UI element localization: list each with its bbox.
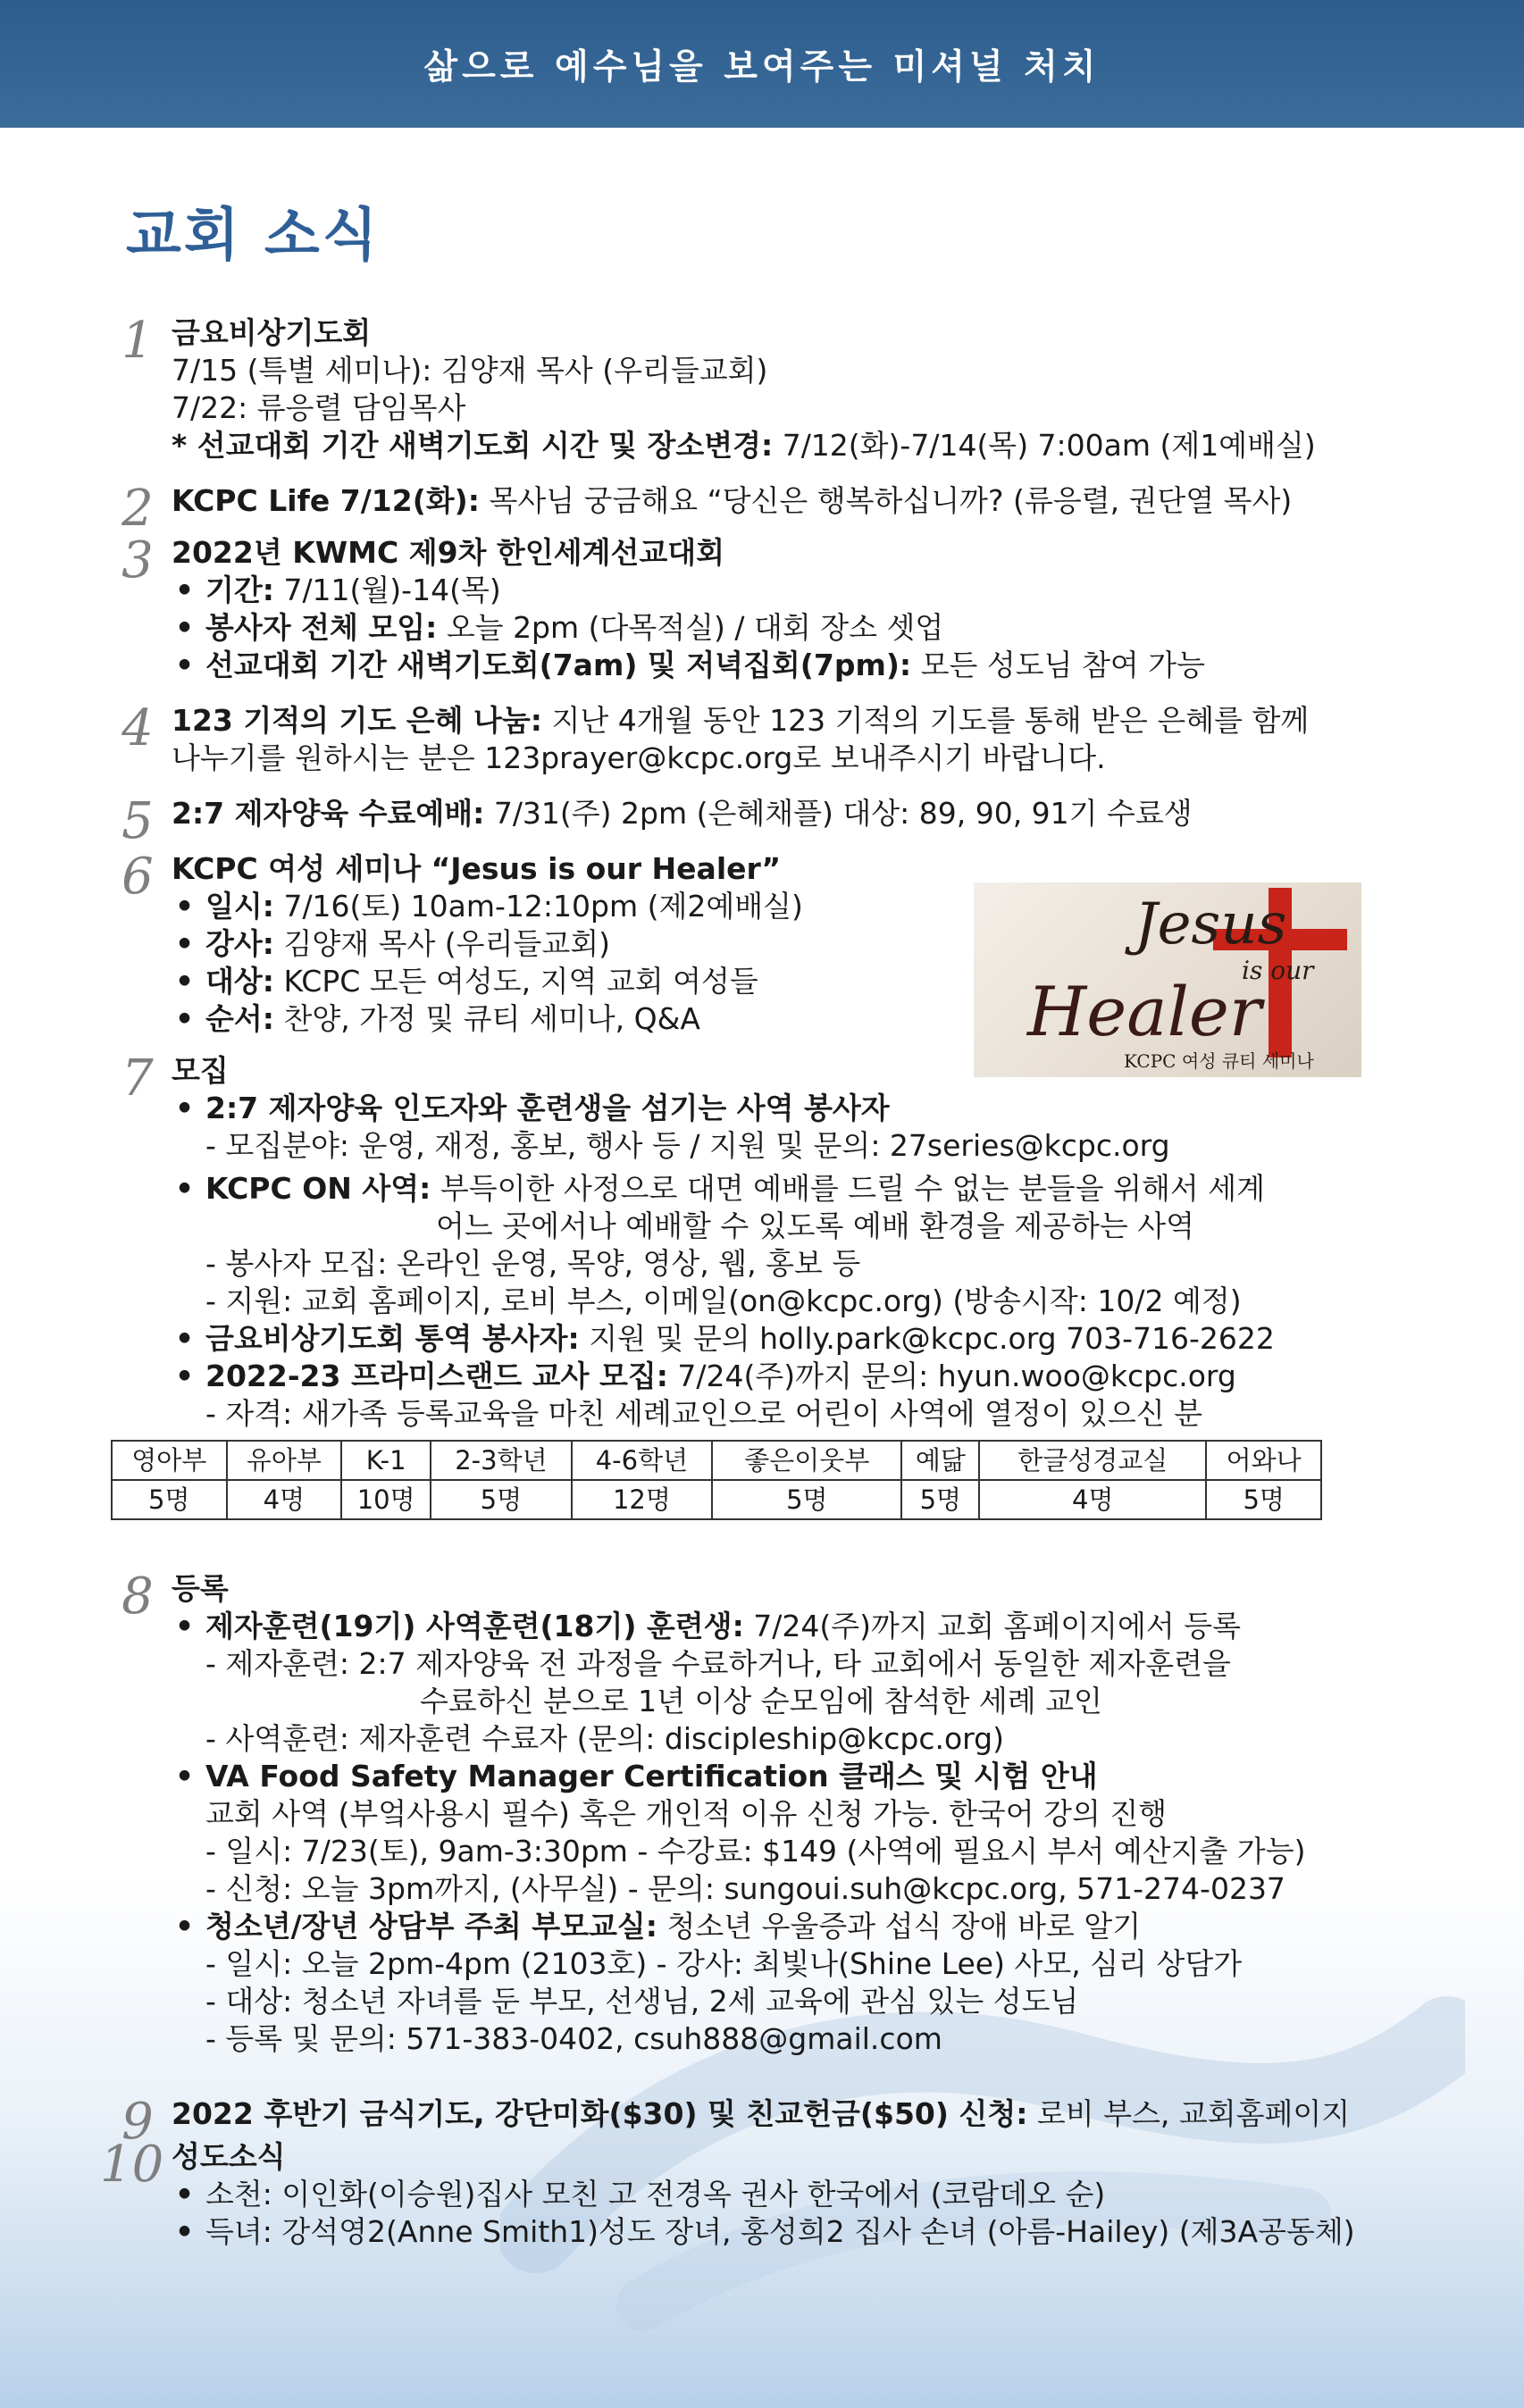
bullet-list — [172, 2176, 1394, 2251]
section-4 — [116, 699, 1394, 777]
list-item: • VA Food Safety Manager Certification 클래스 및 시험 안내 교회 사역 (부엌사용시 필수) 혹은 개인적 이유 신청 가능. 한국어 강의 진행 - 일시: 7/23(토), 9am-3:30pm - 수강료: $149 (사역에 필요시 부서 예산지출 가능) - 신청: 오늘 3pm까지, (사무실) - 문의: sungoui.suh@kcpc.org, 571-274-0237 — [172, 1758, 1394, 1908]
list-item: • 일시: 7/16(토) 10am-12:10pm (제2예배실) — [172, 888, 1394, 925]
text-line: 7/15 (특별 세미나): 김양재 목사 (우리들교회) — [172, 353, 768, 388]
banner-title: 삶으로 예수님을 보여주는 미셔널 처치 — [423, 46, 1101, 88]
list-item: • 선교대회 기간 새벽기도회(7am) 및 저녁집회(7pm): 모든 성도님 참여 가능 — [172, 647, 1394, 684]
list-item: • 제자훈련(19기) 사역훈련(18기) 훈련생: 7/24(주)까지 교회 홈페이지에서 등록 - 제자훈련: 2:7 제자양육 전 과정을 수료하거나, 타 교회에서 동일한 제자훈련을 수료하신 분으로 1년 이상 순모임에 참석한 세례 교인 - 사역훈련: 제자훈련 수료자 (문의: discipleship@kcpc.org) — [172, 1608, 1394, 1758]
section-number: 4 — [121, 699, 154, 757]
section-5 — [116, 792, 1394, 850]
table-cell: 12명 — [572, 1480, 713, 1519]
section-number: 7 — [121, 1049, 154, 1108]
section-2 — [116, 480, 1394, 538]
table-cell: 4-6학년 — [572, 1441, 713, 1480]
bullet-list — [172, 888, 1394, 1038]
text-line: 123 기적의 기도 은혜 나눔: 지난 4개월 동안 123 기적의 기도를 통해 받은 은혜를 함께 — [172, 703, 1310, 738]
bullet-list — [172, 1090, 1394, 1433]
text-line: 7/22: 류응렬 담임목사 — [172, 390, 466, 425]
top-banner — [0, 0, 1524, 128]
section-title: 등록 — [172, 1571, 229, 1606]
section-8 — [116, 1570, 1394, 2058]
table-cell: 2-3학년 — [431, 1441, 572, 1480]
table-cell: 영아부 — [112, 1441, 227, 1480]
table-cell: 좋은이웃부 — [712, 1441, 901, 1480]
recruitment-table — [111, 1440, 1322, 1520]
list-item: • 대상: KCPC 모든 여성도, 지역 교회 여성들 — [172, 963, 1394, 1000]
table-cell: 한글성경교실 — [979, 1441, 1206, 1480]
healer-caption: KCPC 여성 큐티 세미나 — [1124, 1050, 1314, 1072]
section-number: 2 — [121, 480, 154, 538]
table-header-row — [112, 1441, 1321, 1480]
table-cell: 5명 — [431, 1480, 572, 1519]
bullet-list — [172, 572, 1394, 684]
healer-jesus-text: Jesus — [1135, 891, 1287, 957]
section-10 — [100, 2136, 1394, 2251]
section-3 — [116, 531, 1394, 684]
section-number: 6 — [121, 848, 154, 906]
healer-healer-text: Healer — [1027, 972, 1262, 1051]
list-item: • 소천: 이인화(이승원)집사 모친 고 전경옥 권사 한국에서 (코람데오 순) — [172, 2176, 1394, 2213]
section-6 — [116, 850, 1394, 1038]
text-line: 2022 후반기 금식기도, 강단미화($30) 및 친교헌금($50) 신청: 로비 부스, 교회홈페이지 — [172, 2096, 1351, 2131]
list-item: • 순서: 찬양, 가정 및 큐티 세미나, Q&A — [172, 1000, 1394, 1038]
section-title: 금요비상기도회 — [172, 315, 372, 350]
list-item: • 2022-23 프라미스랜드 교사 모집: 7/24(주)까지 문의: hyun.woo@kcpc.org - 자격: 새가족 등록교육을 마친 세례교인으로 어린이 사역에 열정이 있으신 분 — [172, 1358, 1394, 1433]
healer-is-our-text: is our — [1242, 956, 1314, 985]
text-line: 2:7 제자양육 수료예배: 7/31(주) 2pm (은혜채플) 대상: 89, 90, 91기 수료생 — [172, 796, 1193, 831]
text-line: 나누기를 원하시는 분은 123prayer@kcpc.org로 보내주시기 바랍니다. — [172, 740, 1106, 775]
section-number: 8 — [121, 1568, 154, 1626]
section-7 — [116, 1049, 1394, 1433]
section-title: 2022년 KWMC 제9차 한인세계선교대회 — [172, 535, 724, 570]
announcements — [100, 312, 1394, 2251]
table-cell: 유아부 — [227, 1441, 342, 1480]
section-title: 성도소식 — [172, 2139, 286, 2174]
table-cell: 10명 — [341, 1480, 431, 1519]
section-number: 9 — [121, 2093, 154, 2151]
list-item: • 금요비상기도회 통역 봉사자: 지원 및 문의 holly.park@kcpc.org 703-716-2622 — [172, 1320, 1394, 1358]
list-item: • 청소년/장년 상담부 주최 부모교실: 청소년 우울증과 섭식 장애 바로 알기 - 일시: 오늘 2pm-4pm (2103호) - 강사: 최빛나(Shine Lee) 사모, 심리 상담가 - 대상: 청소년 자녀를 둔 부모, 선생님, 2세 교육에 관심 있는 성도님 - 등록 및 문의: 571-383-0402, csuh888@gmail.com — [172, 1908, 1394, 2058]
table-row — [112, 1480, 1321, 1519]
bullet-list — [172, 1608, 1394, 2058]
section-number: 3 — [121, 531, 154, 589]
list-item: • 2:7 제자양육 인도자와 훈련생을 섬기는 사역 봉사자 - 모집분야: 운영, 재정, 홍보, 행사 등 / 지원 및 문의: 27series@kcpc.org — [172, 1090, 1394, 1165]
table-cell: 어와나 — [1206, 1441, 1321, 1480]
table-cell: 예닮 — [901, 1441, 979, 1480]
list-item: • 득녀: 강석영2(Anne Smith1)성도 장녀, 홍성희2 집사 손녀 (아름-Hailey) (제3A공동체) — [172, 2213, 1394, 2251]
section-9 — [116, 2093, 1394, 2151]
section-1 — [116, 314, 1394, 464]
table-cell: 4명 — [227, 1480, 342, 1519]
section-number: 10 — [100, 2136, 164, 2194]
table-cell: 5명 — [1206, 1480, 1321, 1519]
list-item: • 강사: 김양재 목사 (우리들교회) — [172, 925, 1394, 963]
table-cell: 4명 — [979, 1480, 1206, 1519]
table-cell: 5명 — [112, 1480, 227, 1519]
section-title: KCPC 여성 세미나 “Jesus is our Healer” — [172, 851, 782, 886]
text-line: KCPC Life 7/12(화): 목사님 궁금해요 “당신은 행복하십니까? (류응렬, 권단열 목사) — [172, 483, 1293, 518]
list-item: • KCPC ON 사역: 부득이한 사정으로 대면 예배를 드릴 수 없는 분들을 위해서 세계 어느 곳에서나 예배할 수 있도록 예배 환경을 제공하는 사역 - 봉사자 모집: 온라인 운영, 목양, 영상, 웹, 홍보 등 - 지원: 교회 홈페이지, 로비 부스, 이메일(on@kcpc.org) (방송시작: 10/2 예정) — [172, 1170, 1394, 1320]
table-cell: 5명 — [712, 1480, 901, 1519]
section-number: 5 — [121, 792, 154, 850]
text-line: * 선교대회 기간 새벽기도회 시간 및 장소변경: 7/12(화)-7/14(목) 7:00am (제1예배실) — [172, 428, 1316, 463]
page-title: 교회 소식 — [126, 203, 381, 269]
section-number: 1 — [121, 312, 154, 370]
list-item: • 봉사자 전체 모임: 오늘 2pm (다목적실) / 대회 장소 셋업 — [172, 609, 1394, 647]
table-cell: 5명 — [901, 1480, 979, 1519]
section-title: 모집 — [172, 1053, 229, 1088]
list-item: • 기간: 7/11(월)-14(목) — [172, 572, 1394, 609]
table-cell: K-1 — [341, 1441, 431, 1480]
